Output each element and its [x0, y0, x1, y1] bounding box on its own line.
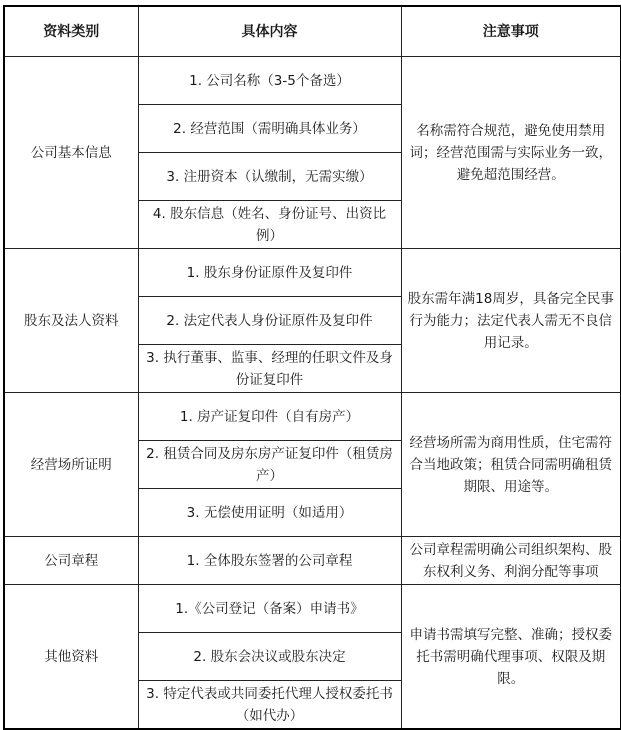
content-cell: 3. 无偿使用证明（如适用）	[138, 489, 401, 537]
content-cell: 1. 公司名称（3-5个备选）	[138, 57, 401, 105]
note-cell: 公司章程需明确公司组织架构、股东权利义务、利润分配等事项	[401, 537, 621, 585]
content-cell: 1. 股东身份证原件及复印件	[138, 249, 401, 297]
content-cell: 2. 经营范围（需明确具体业务）	[138, 105, 401, 153]
materials-table	[3, 5, 621, 730]
header-row	[4, 6, 621, 57]
category-cell: 经营场所证明	[4, 393, 138, 537]
category-cell: 股东及法人资料	[4, 249, 138, 393]
content-cell: 1. 全体股东签署的公司章程	[138, 537, 401, 585]
table-row	[4, 57, 621, 105]
header-category: 资料类别	[4, 6, 138, 57]
content-cell: 4. 股东信息（姓名、身份证号、出资比例）	[138, 201, 401, 249]
category-cell: 公司基本信息	[4, 57, 138, 249]
table-row	[4, 249, 621, 297]
note-cell: 名称需符合规范，避免使用禁用词；经营范围需与实际业务一致，避免超范围经营。	[401, 57, 621, 249]
content-cell: 2. 法定代表人身份证原件及复印件	[138, 297, 401, 345]
table-row	[4, 537, 621, 585]
header-content: 具体内容	[138, 6, 401, 57]
content-cell: 3. 注册资本（认缴制，无需实缴）	[138, 153, 401, 201]
content-cell: 3. 执行董事、监事、经理的任职文件及身份证复印件	[138, 345, 401, 393]
table-row	[4, 393, 621, 441]
content-cell: 2. 租赁合同及房东房产证复印件（租赁房产）	[138, 441, 401, 489]
header-notes: 注意事项	[401, 6, 621, 57]
category-cell: 公司章程	[4, 537, 138, 585]
note-cell: 申请书需填写完整、准确；授权委托书需明确代理事项、权限及期限。	[401, 585, 621, 730]
note-cell: 经营场所需为商用性质，住宅需符合当地政策；租赁合同需明确租赁期限、用途等。	[401, 393, 621, 537]
category-cell: 其他资料	[4, 585, 138, 730]
content-cell: 2. 股东会决议或股东决定	[138, 633, 401, 681]
content-cell: 1. 房产证复印件（自有房产）	[138, 393, 401, 441]
note-cell: 股东需年满18周岁，具备完全民事行为能力；法定代表人需无不良信用记录。	[401, 249, 621, 393]
content-cell: 3. 特定代表或共同委托代理人授权委托书（如代办）	[138, 681, 401, 730]
table-row	[4, 585, 621, 633]
content-cell: 1.《公司登记（备案）申请书》	[138, 585, 401, 633]
